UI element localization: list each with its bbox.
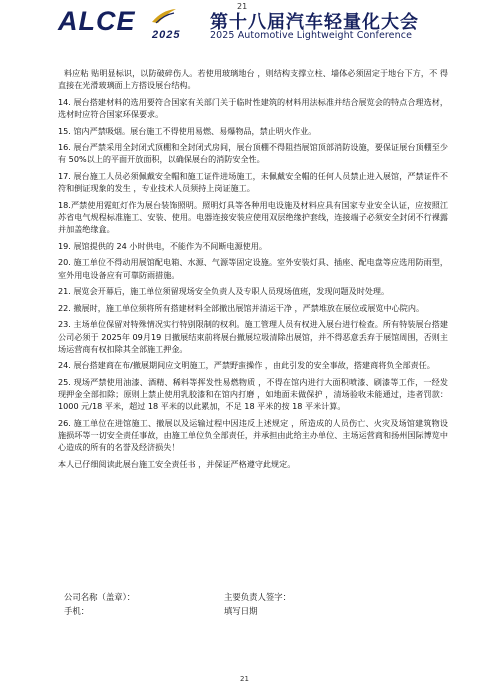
responsible-signature-label: 主要负责人签字：	[224, 592, 291, 602]
paragraph-17: 17. 展台施工人员必须佩戴安全帽和施工证件进场施工，未佩戴安全帽的任何人员禁止进入展馆，严禁证件不符和倒证现象的发生 ，专业技术人员须持上岗证施工。	[58, 170, 448, 194]
company-name-label: 公司名称（盖章）：	[64, 592, 136, 602]
paragraph-26: 26. 施工单位在进馆施工、撤展以及运输过程中因违反上述规定 ，所造成的人员伤亡、火灾及场馆建筑物设施损坏等一切安全责任事故，由施工单位负全部责任，并承担由此给主办单位、主场运营商和扬州国际博览中心造成的所有的名誉及经济损失！	[58, 417, 448, 453]
conference-title: 第十八届汽车轻量化大会	[210, 12, 419, 33]
paragraph-20: 20. 施工单位不得动用展馆配电箱、水源、气源等固定设施。室外安装灯具、插座、配电盘等应选用防雨型，室外用电设备应有可靠防雨措施。	[58, 257, 448, 280]
alce-logo	[58, 8, 208, 42]
paragraph-16: 16. 展台严禁采用全封闭式顶棚和全封闭式房间，展台顶棚不得阻挡展馆顶部消防设施，要保证展台顶棚至少有 50%以上的平面开放面积，以确保展台的消防安全性。	[58, 142, 448, 165]
logo-text: ALCE	[58, 6, 136, 36]
paragraph-25: 25. 现场严禁使用油漆、酒精、稀料等挥发性易燃物质 ，不得在馆内进行大面积喷漆、刷漆等工作，一经发现押金全部扣除；原则上禁止使用乳胶漆和在馆内打磨 ，如地面未做保护 ，清场验收未能通过，违者罚款：1000 元/18 平米，超过 18 平米的以此累加，不足 18 平米的按 18 平米计算。	[58, 376, 448, 412]
conference-header	[58, 8, 448, 42]
conference-subtitle: 2025 Automotive Lightweight Conference	[210, 30, 413, 41]
page-number-bottom: 21	[240, 675, 249, 683]
logo-swoosh-icon	[150, 8, 178, 24]
paragraph-15: 15. 馆内严禁吸烟。展台施工不得使用易燃、易爆物品，禁止明火作业。	[58, 125, 317, 136]
paragraph-19: 19. 展馆提供的 24 小时供电，不能作为不间断电源使用。	[58, 240, 267, 251]
page-number-top: 21	[237, 2, 248, 11]
phone-label: 手机：	[64, 606, 90, 616]
paragraph-21: 21. 展览会开幕后，施工单位须留现场安全负责人及专职人员现场值班，发现问题及时处理。	[58, 286, 390, 297]
date-label: 填写日期	[224, 606, 258, 616]
logo-year: 2025	[152, 29, 181, 41]
paragraph-24: 24. 展台搭建商在布/撤展期间应文明施工，严禁野蛮操作 ，由此引发的安全事故，搭建商将负全部责任。	[58, 360, 435, 371]
document-body	[58, 67, 448, 475]
paragraph-23: 23. 主场单位保留对特殊情况实行特别限制的权利。施工管理人员有权进入展台进行检查。所有特装展台搭建公司必须于 2025年 09月19 日撤展结束前将展台撤展垃圾清除出展馆，并不得恶意丢弃于展馆周围，否则主场运营商有权扣除其全部施工押金。	[58, 319, 448, 354]
signature-block	[64, 590, 404, 618]
paragraph-22: 22. 撤展时，施工单位须将所有搭建材料全部撤出展馆并清运干净 ，严禁堆放在展位或展览中心院内。	[58, 302, 425, 313]
paragraph-18: 18.严禁使用霓虹灯作为展台装饰照明。照明灯具等各种用电设施及材料应具有国家专业安全认证，应按照江苏省电气规程标准施工、安装、使用。电器连接安装应使用双层绝缘护套线，连接端子必须安全封闭不行裸露并加盖绝缘盒。	[58, 199, 448, 235]
paragraph-13-continued: 料应粘 贴明显标识，以防破碎伤人。若使用玻璃地台 ，则结构支撑立柱、墙体必须固定于地台下方，不 得直接在光滑玻璃面上方搭设展台结构。	[58, 68, 448, 91]
paragraph-14: 14. 展台搭建材料的选用要符合国家有关部门关于临时性建筑的材料用法标准并结合展览会的特点合理选材，选材时应符合国家环保要求。	[58, 96, 448, 119]
declaration: 本人已仔细阅读此展台施工安全责任书 ，并保证严格遵守此规定。	[58, 458, 296, 469]
